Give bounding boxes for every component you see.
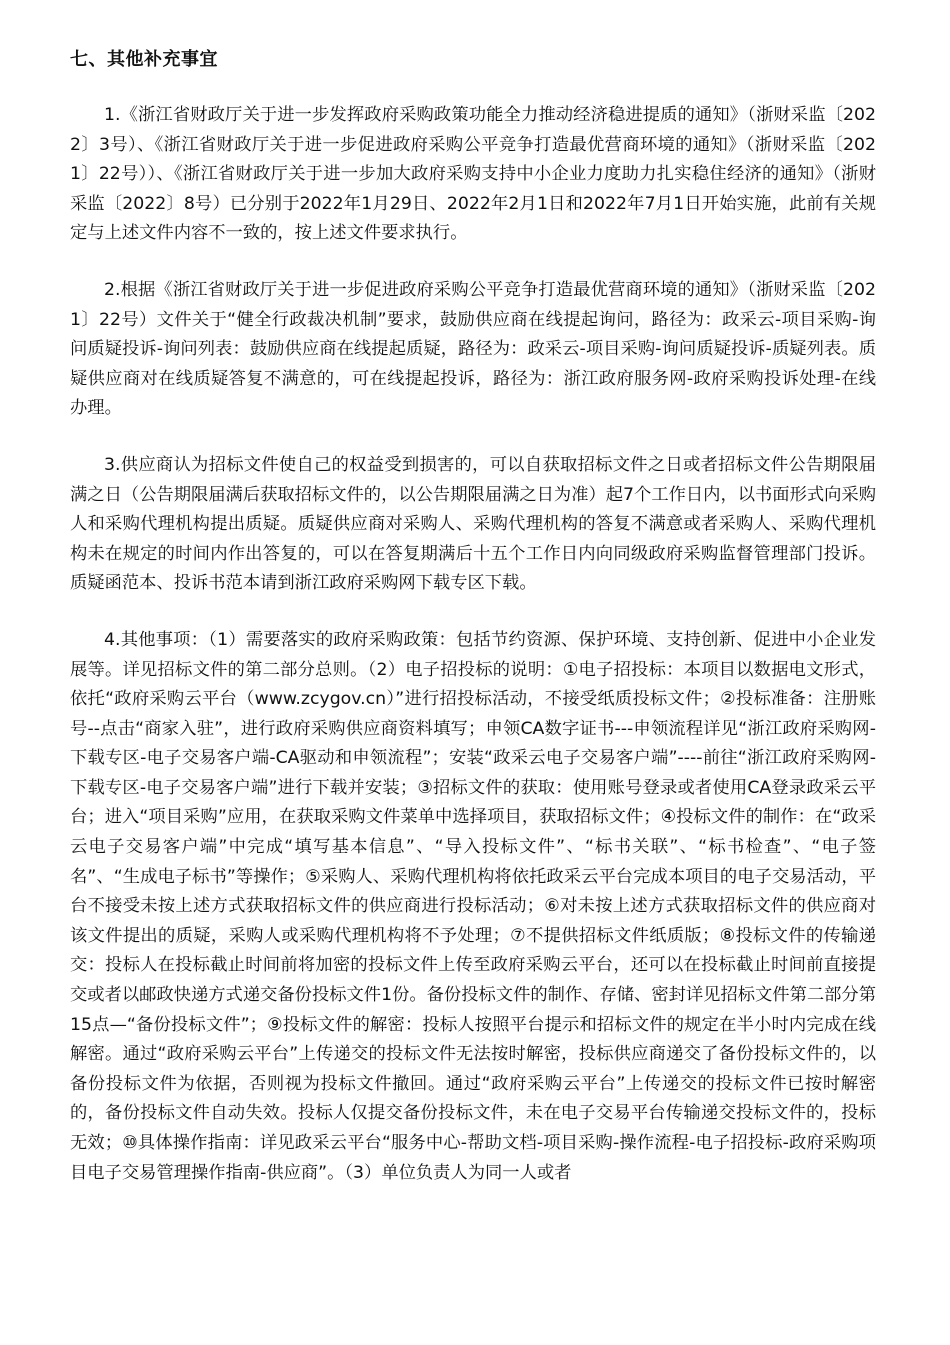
paragraph-online-inquiry: 2.根据《浙江省财政厅关于进一步促进政府采购公平竞争打造最优营商环境的通知》（浙财采监〔2021〕22号）文件关于“健全行政裁决机制”要求，鼓励供应商在线提起询问，路径为：政采云-项目采购-询问质疑投诉-询问列表：鼓励供应商在线提起质疑，路径为：政采云-项目采购-询问质疑投诉-质疑列表。质疑供应商对在线质疑答复不满意的，可在线提起投诉，路径为：浙江政府服务网-政府采购投诉处理-在线办理。 [70, 279, 876, 419]
paragraph-challenge-procedure: 3.供应商认为招标文件使自己的权益受到损害的，可以自获取招标文件之日或者招标文件公告期限届满之日（公告期限届满后获取招标文件的，以公告期限届满之日为准）起7个工作日内，以书面形式向采购人和采购代理机构提出质疑。质疑供应商对采购人、采购代理机构的答复不满意或者采购人、采购代理机构未在规定的时间内作出答复的，可以在答复期满后十五个工作日内向同级政府采购监督管理部门投诉。质疑函范本、投诉书范本请到浙江政府采购网下载专区下载。 [70, 454, 876, 594]
section-heading: 七、其他补充事宜 [70, 49, 218, 70]
paragraph-other-matters: 4.其他事项：（1）需要落实的政府采购政策：包括节约资源、保护环境、支持创新、促进中小企业发展等。详见招标文件的第二部分总则。（2）电子招投标的说明：①电子招投标：本项目以数据电文形式，依托“政府采购云平台（www.zcygov.cn）”进行招投标活动，不接受纸质投标文件；②投标准备：注册账号--点击“商家入驻”，进行政府采购供应商资料填写；申领CA数字证书---申领流程详见“浙江政府采购网-下载专区-电子交易客户端-CA驱动和申领流程”；安装“政采云电子交易客户端”----前往“浙江政府采购网-下载专区-电子交易客户端”进行下载并安装；③招标文件的获取：使用账号登录或者使用CA登录政采云平台；进入“项目采购”应用，在获取采购文件菜单中选择项目，获取招标文件；④投标文件的制作：在“政采云电子交易客户端”中完成“填写基本信息”、“导入投标文件”、“标书关联”、“标书检查”、“电子签名”、“生成电子标书”等操作；⑤采购人、采购代理机构将依托政采云平台完成本项目的电子交易活动，平台不接受未按上述方式获取招标文件的供应商进行投标活动；⑥对未按上述方式获取招标文件的供应商对该文件提出的质疑，采购人或采购代理机构将不予处理；⑦不提供招标文件纸质版；⑧投标文件的传输递交：投标人在投标截止时间前将加密的投标文件上传至政府采购云平台，还可以在投标截止时间前直接提交或者以邮政快递方式递交备份投标文件1份。备份投标文件的制作、存储、密封详见招标文件第二部分第15点—“备份投标文件”；⑨投标文件的解密：投标人按照平台提示和招标文件的规定在半小时内完成在线解密。通过“政府采购云平台”上传递交的投标文件无法按时解密，投标供应商递交了备份投标文件的，以备份投标文件为依据，否则视为投标文件撤回。通过“政府采购云平台”上传递交的投标文件已按时解密的，备份投标文件自动失效。投标人仅提交备份投标文件，未在电子交易平台传输递交投标文件的，投标无效；⑩具体操作指南：详见政采云平台“服务中心-帮助文档-项目采购-操作流程-电子招投标-政府采购项目电子交易管理操作指南-供应商”。（3）单位负责人为同一人或者 [70, 629, 876, 1183]
paragraph-policy-notice: 1.《浙江省财政厅关于进一步发挥政府采购政策功能全力推动经济稳进提质的通知》（浙财采监〔2022〕3号）、《浙江省财政厅关于进一步促进政府采购公平竞争打造最优营商环境的通知》（浙财采监〔2021〕22号））、《浙江省财政厅关于进一步加大政府采购支持中小企业力度助力扎实稳住经济的通知》（浙财采监〔2022〕8号）已分别于2022年1月29日、2022年2月1日和2022年7月1日开始实施，此前有关规定与上述文件内容不一致的，按上述文件要求执行。 [70, 105, 876, 244]
